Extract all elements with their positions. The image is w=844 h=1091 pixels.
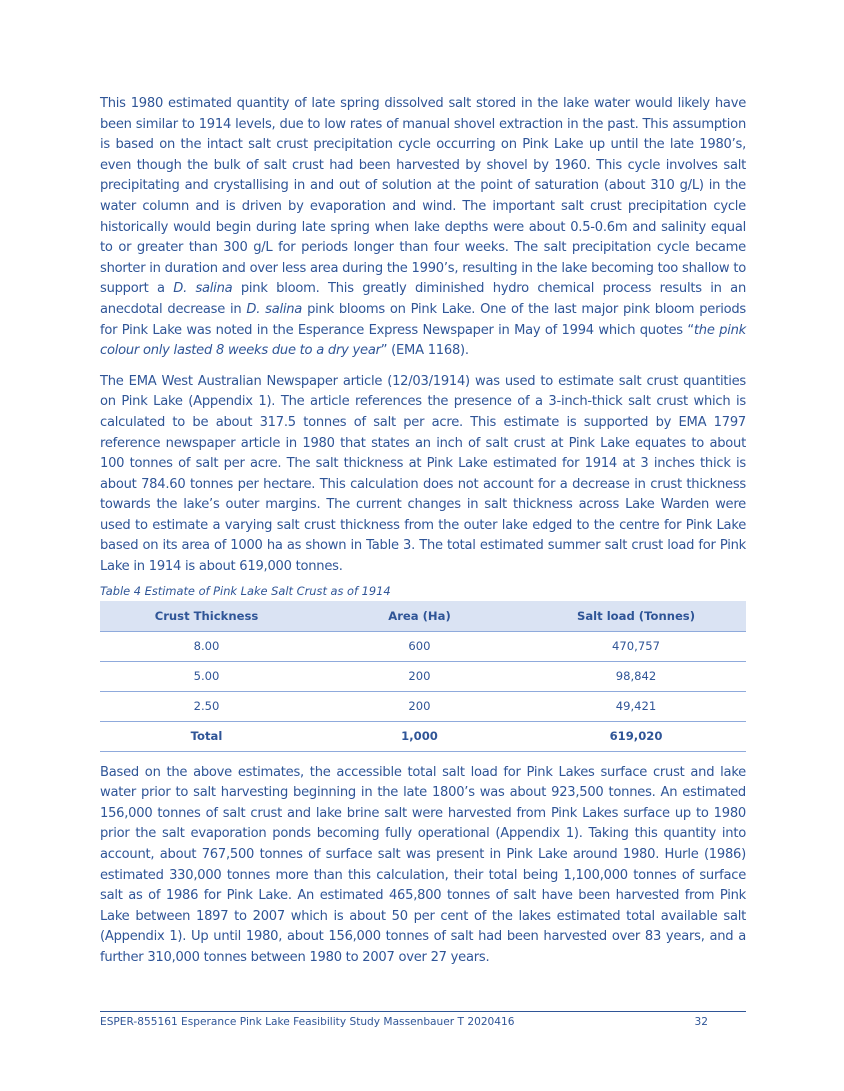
table-row <box>100 691 746 721</box>
species-name: D. salina <box>246 301 303 317</box>
table-row <box>100 631 746 661</box>
cell-area: 600 <box>313 631 526 661</box>
footer-document-title: ESPER-855161 Esperance Pink Lake Feasibility Study Massenbauer T 2020416 <box>100 1016 515 1028</box>
table-row <box>100 661 746 691</box>
column-header: Crust Thickness <box>100 601 313 632</box>
table-total-row <box>100 721 746 751</box>
cell-load: 49,421 <box>526 691 746 721</box>
cell-load: 470,757 <box>526 631 746 661</box>
text-run: ” (EMA 1168). <box>380 343 469 359</box>
cell-area: 200 <box>313 691 526 721</box>
salt-crust-table <box>100 601 746 752</box>
cell-total-label: Total <box>100 721 313 751</box>
column-header: Area (Ha) <box>313 601 526 632</box>
paragraph-1980-salt <box>100 94 746 362</box>
table-header-row <box>100 601 746 632</box>
text-run: pink blooms on Pink Lake. One of the last major pink bloom periods for Pink Lake was noted in the Esperance Express Newspaper in May of 1994 which quotes “ <box>100 301 746 338</box>
cell-thickness: 8.00 <box>100 631 313 661</box>
table-caption: Table 4 Estimate of Pink Lake Salt Crust as of 1914 <box>100 583 391 598</box>
species-name: D. salina <box>173 281 233 297</box>
newspaper-quote: the pink colour only lasted 8 weeks due to a dry year <box>100 322 746 359</box>
page-number: 32 <box>694 1016 708 1028</box>
paragraph-1914-estimate: The EMA West Australian Newspaper article (12/03/1914) was used to estimate salt crust quantities on Pink Lake (Appendix 1). The article references the presence of a 3-inch-thick salt crust which is calculated to be about 317.5 tonnes of salt per acre. This estimate is supported by EMA 1797 reference newspaper article in 1980 that states an inch of salt crust at Pink Lake equates to about 100 tonnes of salt per acre. The salt thickness at Pink Lake estimated for 1914 at 3 inches thick is about 784.60 tonnes per hectare. This calculation does not account for a decrease in crust thickness towards the lake’s outer margins. The current changes in salt thickness across Lake Warden were used to estimate a varying salt crust thickness from the outer lake edged to the centre for Pink Lake based on its area of 1000 ha as shown in Table 3. The total estimated summer salt crust load for Pink Lake in 1914 is about 619,000 tonnes. <box>100 373 746 575</box>
page-footer <box>100 1011 746 1028</box>
cell-thickness: 2.50 <box>100 691 313 721</box>
cell-total-area: 1,000 <box>313 721 526 751</box>
text-run: pink bloom. This greatly diminished hydro chemical process results in an anecdotal decrease in <box>100 281 746 317</box>
text-run: This 1980 estimated quantity of late spring dissolved salt stored in the lake water would likely have been similar to 1914 levels, due to low rates of manual shovel extraction in the past. This assumption is based on the intact salt crust precipitation cycle occurring on Pink Lake up until the late 1980’s, even though the bulk of salt crust had been harvested by shovel by 1960. This cycle involves salt precipitating and crystallising in and out of solution at the point of saturation (about 310 g/L) in the water column and is driven by evaporation and wind. The important salt crust precipitation cycle historically would begin during late spring when lake depths were about 0.5-0.6m and salinity equal to or greater than 300 g/L for periods longer than four weeks. The salt precipitation cycle became shorter in duration and over less area during the 1990’s, resulting in the lake becoming too shallow to support a <box>100 96 746 297</box>
column-header: Salt load (Tonnes) <box>526 601 746 632</box>
cell-total-load: 619,020 <box>526 721 746 751</box>
document-body <box>100 94 746 969</box>
paragraph-harvest-summary: Based on the above estimates, the accessible total salt load for Pink Lakes surface crust and lake water prior to salt harvesting beginning in the late 1800’s was about 923,500 tonnes. An estimated 156,000 tonnes of salt crust and lake brine salt were harvested from Pink Lakes surface up to 1980 prior the salt evaporation ponds becoming fully operational (Appendix 1). Taking this quantity into account, about 767,500 tonnes of surface salt was present in Pink Lake around 1980. Hurle (1986) estimated 330,000 tonnes more than this calculation, their total being 1,100,000 tonnes of surface salt as of 1986 for Pink Lake. An estimated 465,800 tonnes of salt have been harvested from Pink Lake between 1897 to 2007 which is about 50 per cent of the lakes estimated total available salt (Appendix 1). Up until 1980, about 156,000 tonnes of salt had been harvested over 83 years, and a further 310,000 tonnes between 1980 to 2007 over 27 years. <box>100 764 746 965</box>
cell-thickness: 5.00 <box>100 661 313 691</box>
cell-load: 98,842 <box>526 661 746 691</box>
cell-area: 200 <box>313 661 526 691</box>
